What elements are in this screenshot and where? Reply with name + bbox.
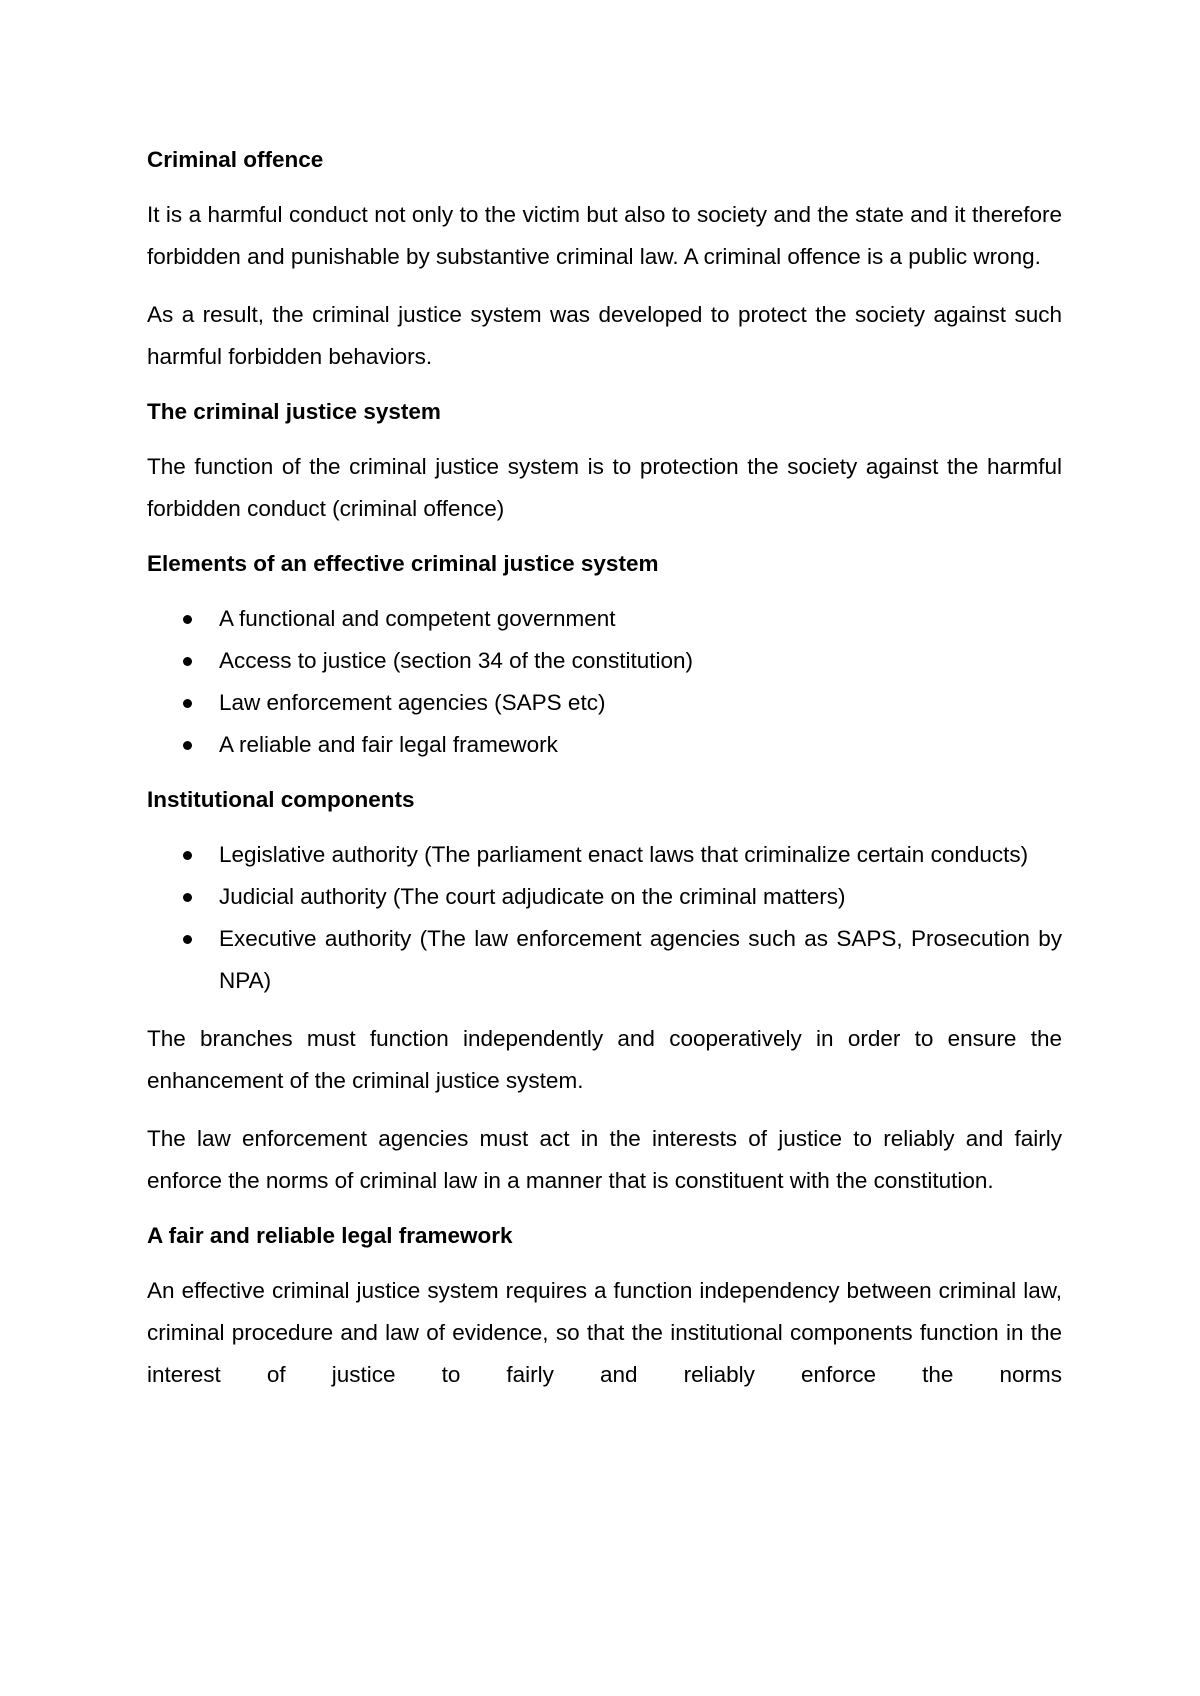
list-item: [147, 682, 1062, 724]
list-item: [147, 876, 1062, 918]
list-item-text: A functional and competent government: [219, 606, 616, 631]
paragraph: As a result, the criminal justice system was developed to protect the society against such harmful forbidden behaviors.: [147, 302, 1062, 369]
institutional-list: [147, 834, 1062, 1002]
list-item: [147, 640, 1062, 682]
paragraph: The branches must function independently and cooperatively in order to ensure the enhancement of the criminal justice system.: [147, 1026, 1062, 1093]
bullet-icon: [183, 851, 192, 860]
bullet-icon: [183, 935, 192, 944]
list-item-text: Executive authority (The law enforcement agencies such as SAPS, Prosecution by NPA): [219, 926, 1062, 993]
heading-legal-framework: A fair and reliable legal framework: [147, 1223, 513, 1248]
list-item: [147, 918, 1062, 1002]
elements-list: [147, 598, 1062, 766]
list-item: [147, 834, 1062, 876]
heading-institutional-components: Institutional components: [147, 787, 415, 812]
heading-criminal-justice-system: The criminal justice system: [147, 399, 441, 424]
bullet-icon: [183, 699, 192, 708]
bullet-icon: [183, 741, 192, 750]
list-item-text: Law enforcement agencies (SAPS etc): [219, 690, 606, 715]
paragraph: It is a harmful conduct not only to the victim but also to society and the state and it therefore forbidden and punishable by substantive criminal law. A criminal offence is a public wrong.: [147, 202, 1062, 269]
paragraph: An effective criminal justice system requires a function independency between criminal law, criminal procedure and law of evidence, so that the institutional components function in the interest of justice to fairly and reliably enforce the norms: [147, 1278, 1062, 1387]
list-item-text: Access to justice (section 34 of the constitution): [219, 648, 693, 673]
list-item-text: A reliable and fair legal framework: [219, 732, 558, 757]
bullet-icon: [183, 893, 192, 902]
bullet-icon: [183, 615, 192, 624]
heading-elements: Elements of an effective criminal justice system: [147, 551, 659, 576]
paragraph: The law enforcement agencies must act in the interests of justice to reliably and fairly enforce the norms of criminal law in a manner that is constituent with the constitution.: [147, 1126, 1062, 1193]
bullet-icon: [183, 657, 192, 666]
list-item: [147, 598, 1062, 640]
heading-criminal-offence: Criminal offence: [147, 147, 324, 172]
paragraph: The function of the criminal justice system is to protection the society against the harmful forbidden conduct (criminal offence): [147, 454, 1062, 521]
list-item: [147, 724, 1062, 766]
list-item-text: Legislative authority (The parliament enact laws that criminalize certain conducts): [219, 842, 1029, 867]
document-body: [147, 142, 1062, 1412]
list-item-text: Judicial authority (The court adjudicate on the criminal matters): [219, 884, 846, 909]
